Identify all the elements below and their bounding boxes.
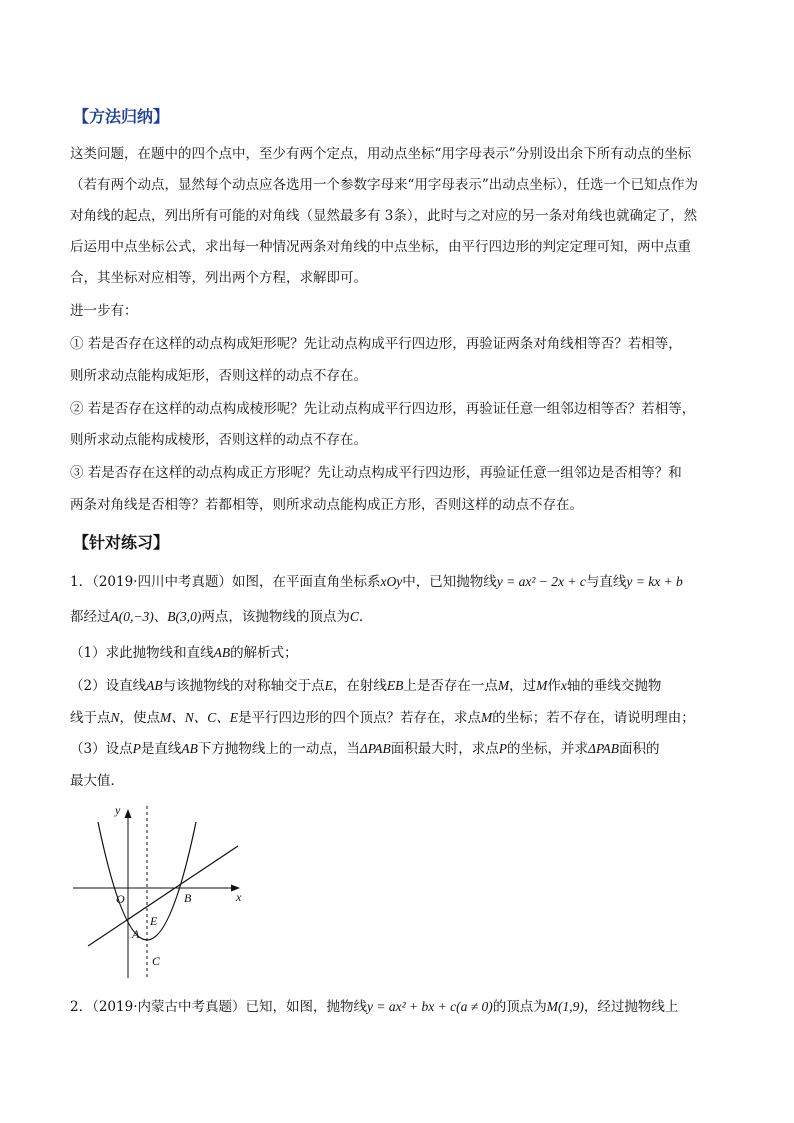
method-line-5: 合，其坐标对应相等，列出两个方程，求解即可。 [70,270,367,286]
q1-part-3-line-2: 最大值． [70,773,124,789]
item-square-line-2: 两条对角线是否相等？若都相等，则所求动点能构成正方形，否则这样的动点不存在。 [70,497,583,513]
q1-coord-system: xOy [380,574,403,589]
q1-text: 面积的 [618,741,660,757]
q2-parabola-eq: y = ax² + bx + c(a ≠ 0) [367,999,493,1014]
label-e: E [150,914,158,928]
q1-part-1 [70,643,730,663]
label-a: A [132,927,140,941]
item-square-line-1: ③ 若是否存在这样的动点构成正方形呢？先让动点构成平行四边形，再验证任意一组邻边是否相等？和 [70,465,682,481]
q1-math: M [536,678,548,693]
q1-text: （3）设点 [70,741,133,757]
practice-title: 【针对练习】 [73,533,170,552]
label-y: y [115,803,121,817]
q1-part-2-line-2 [70,708,730,728]
q1-point-b: B(3,0) [167,609,202,624]
method-line-3: 对角线的起点，列出所有可能的对角线（显然最多有 3条），此时与之对应的另一条对角线也就确定了，然 [70,208,698,224]
item-rectangle-line-2: 则所求动点能构成矩形，否则这样的动点不存在。 [70,368,367,384]
q1-math: AB [181,741,198,756]
q1-math: M [497,678,510,693]
q1-intro: 1．（2019·四川中考真题）如图，在平面直角坐标系 [70,574,381,590]
q1-vertex-c: C [349,609,359,624]
label-c: C [152,954,161,968]
q1-text: ，过 [509,678,537,694]
parabola-figure [68,800,258,980]
method-line-6: 进一步有： [70,303,138,319]
q1-part-3-line-1 [70,739,730,759]
label-o: O [116,892,125,906]
q1-text: 与直线 [585,574,627,590]
q1-text: 与该抛物线的对称轴交于点 [162,678,325,694]
q1-math: AB [213,645,231,660]
q1-text: 是直线 [140,741,182,757]
q1-math: E [324,678,333,693]
q1-text: ，在射线 [332,678,387,694]
item-rhombus-line-1: ② 若是否存在这样的动点构成棱形呢？先让动点构成平行四边形，再验证任意一组邻边相等否？若相等， [70,401,696,417]
q1-text: （1）求此抛物线和直线 [70,645,214,661]
q1-line-eq: y = kx + b [626,574,683,589]
q1-text: 线于点 [70,710,111,726]
q1-math: AB [146,678,163,693]
q1-math: N [110,710,120,725]
q2-text: 的顶点为 [492,999,547,1015]
q1-text: 两点，该抛物线的顶点为 [201,609,350,625]
q1-math: M [481,710,493,725]
line-ab [88,846,238,946]
q1-text: 面积最大时，求点 [390,741,499,757]
q2-text: 2．（2019·内蒙古中考真题）已知，如图，抛物线 [70,999,367,1015]
q1-text: 轴的垂线交抛物 [566,678,662,694]
q1-text: 上是否存在一点 [403,678,498,694]
q1-math: P [132,741,141,756]
y-axis-arrow-icon [125,809,132,818]
q1-text: 下方抛物线上的一动点，当 [197,741,360,757]
q1-text: 的解析式； [230,645,298,661]
label-x: x [236,890,242,904]
q1-part-2-line-1 [70,676,730,696]
q1-parabola-eq: y = ax² − 2x + c [496,574,586,589]
item-rectangle-line-1: ① 若是否存在这样的动点构成矩形呢？先让动点构成平行四边形，再验证两条对角线相等否？若相等， [70,336,682,352]
method-line-2: （若有两个动点，显然每个动点应各选用一个参数字母来“用字母表示”出动点坐标），任选一个已知点作为 [70,177,699,193]
label-b: B [184,891,192,905]
q1-text: ，使点 [119,710,161,726]
q1-text: 作 [547,678,561,694]
q1-math: P [498,741,508,756]
q1-math: ΔPAB [588,741,619,756]
q2-vertex: M(1,9) [546,999,584,1014]
q2-text: ，经过抛物线上 [583,999,679,1015]
method-summary-title: 【方法归纳】 [73,107,170,126]
q1-text: 是平行四边形的四个顶点？若存在，求点 [238,710,482,726]
q1-text: （2）设直线 [70,678,147,694]
q1-text: 、 [153,609,168,625]
q1-math: EB [386,678,404,693]
q1-math: ΔPAB [359,741,391,756]
q1-math: x [560,678,567,693]
q1-text: 的坐标，并求 [507,741,589,757]
q1-line-1 [70,572,730,592]
method-line-4: 后运用中点坐标公式，求出每一种情况两条对角线的中点坐标，由平行四边形的判定定理可知，两中点重 [70,239,691,255]
q1-line-2 [70,607,730,627]
q1-text: 的坐标；若不存在，请说明理由； [492,710,695,726]
item-rhombus-line-2: 则所求动点能构成棱形，否则这样的动点不存在。 [70,432,367,448]
q1-text: 中，已知抛物线 [402,574,497,590]
q1-math: M、N、C、E [160,710,239,725]
q1-point-a: A(0,−3) [110,609,154,624]
q1-text: 都经过 [70,609,111,625]
q2-line-1 [70,997,730,1017]
q1-text: ． [358,609,373,625]
method-line-1: 这类问题，在题中的四个点中，至少有两个定点，用动点坐标“用字母表示”分别设出余下所有动点的坐标 [70,146,692,162]
